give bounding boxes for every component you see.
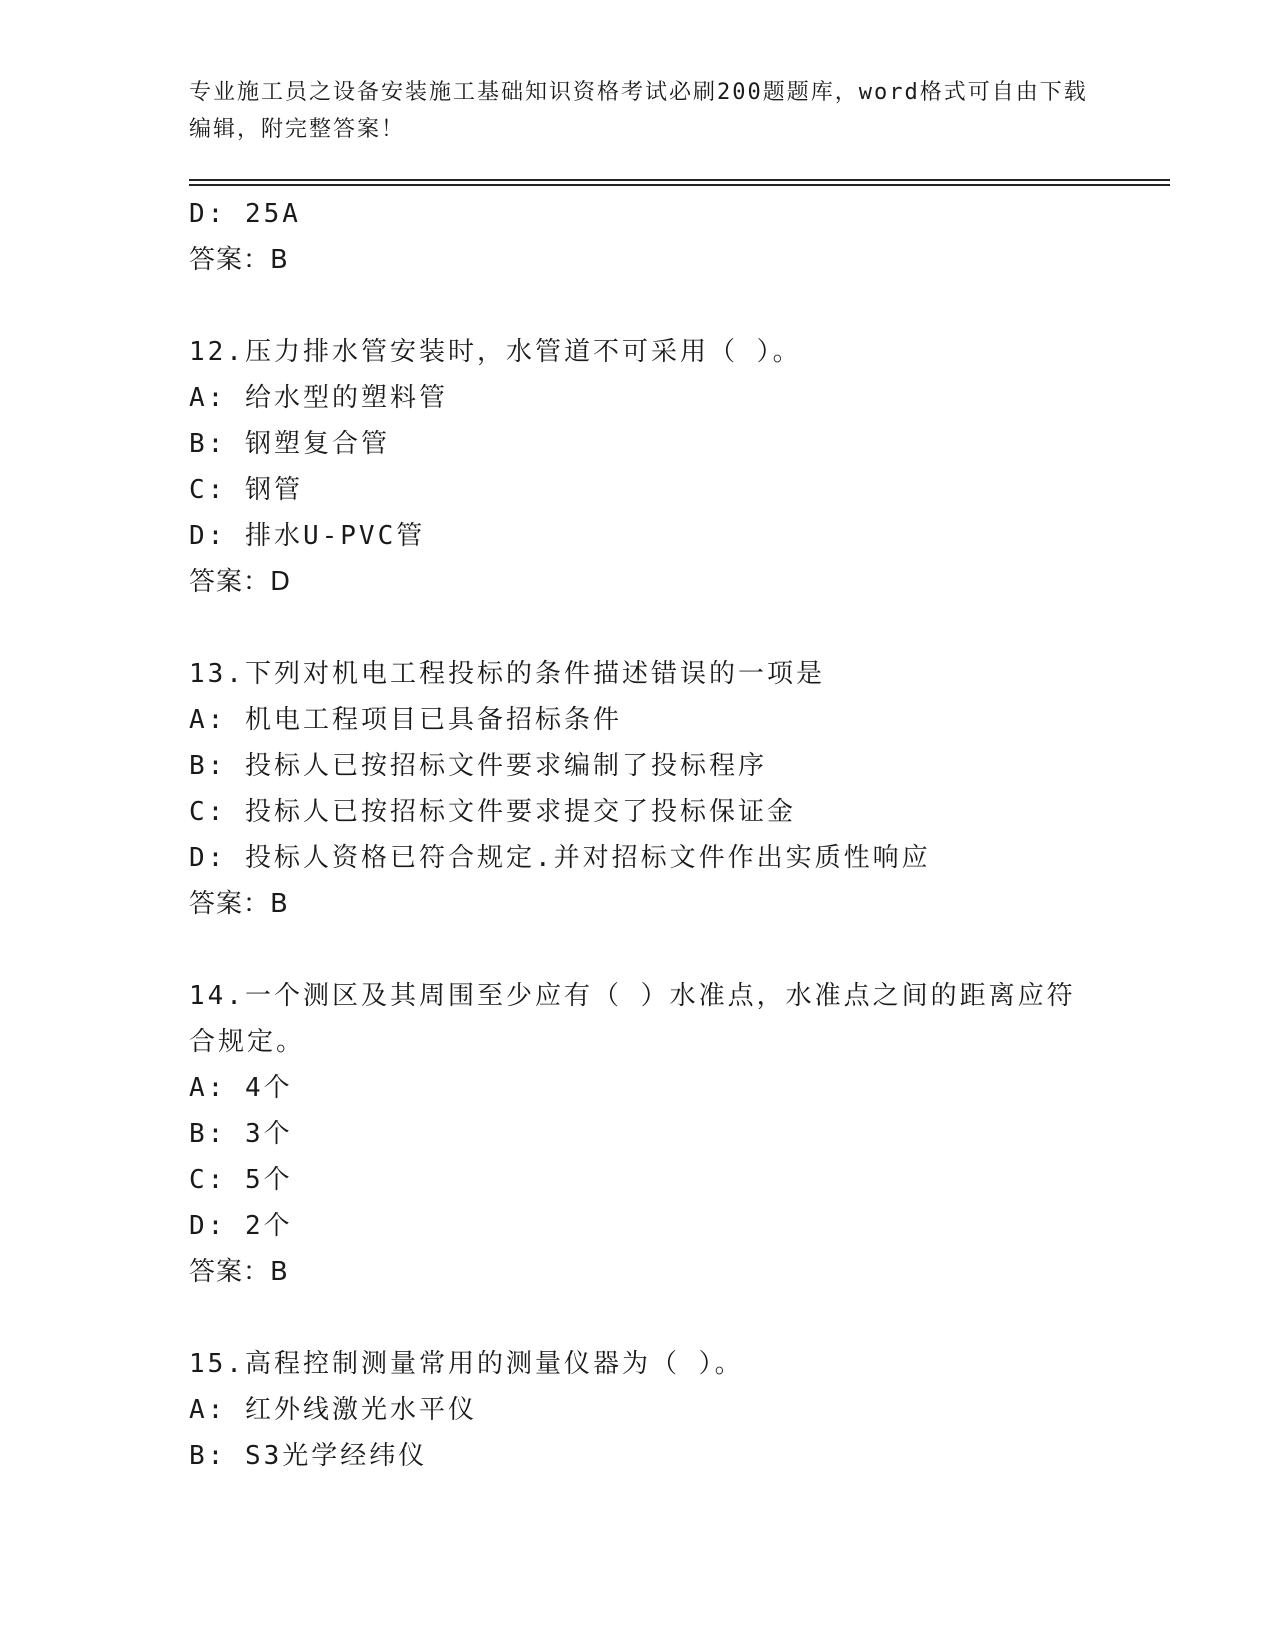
header-title: 专业施工员之设备安装施工基础知识资格考试必刷200题题库，word格式可自由下载编辑，附完整答案！ xyxy=(189,80,1088,142)
option-a: A: 机电工程项目已具备招标条件 xyxy=(189,705,622,735)
option-d: D: 投标人资格已符合规定.并对招标文件作出实质性响应 xyxy=(189,843,931,873)
header-divider-bottom xyxy=(189,184,1170,186)
option-d: D: 排水U-PVC管 xyxy=(189,521,426,551)
question-14 xyxy=(189,973,1089,1295)
question-stem: 15.高程控制测量常用的测量仪器为（ ）。 xyxy=(189,1349,744,1379)
document-header xyxy=(189,74,1089,148)
option-b: B: 3个 xyxy=(189,1119,293,1149)
question-stem: 13.下列对机电工程投标的条件描述错误的一项是 xyxy=(189,659,825,689)
question-13 xyxy=(189,651,1089,927)
header-divider-top xyxy=(189,179,1170,181)
option-a: A: 红外线激光水平仪 xyxy=(189,1395,477,1425)
option-b: B: S3光学经纬仪 xyxy=(189,1441,428,1471)
answer-line: 答案：B xyxy=(189,889,289,919)
question-list xyxy=(189,191,1089,1479)
question-12 xyxy=(189,329,1089,605)
previous-question-tail xyxy=(189,191,1089,283)
question-15 xyxy=(189,1341,1089,1479)
answer-line: 答案：B xyxy=(189,1257,289,1287)
question-stem: 12.压力排水管安装时，水管道不可采用（ ）。 xyxy=(189,337,802,367)
option-c: C: 投标人已按招标文件要求提交了投标保证金 xyxy=(189,797,796,827)
option-b: B: 钢塑复合管 xyxy=(189,429,390,459)
answer-line: 答案：B xyxy=(189,245,289,275)
option-c: C: 5个 xyxy=(189,1165,293,1195)
option-b: B: 投标人已按招标文件要求编制了投标程序 xyxy=(189,751,767,781)
option-d: D: 25A xyxy=(189,199,301,229)
option-c: C: 钢管 xyxy=(189,475,303,505)
question-stem: 14.一个测区及其周围至少应有（ ）水准点，水准点之间的距离应符合规定。 xyxy=(189,981,1076,1057)
option-d: D: 2个 xyxy=(189,1211,293,1241)
option-a: A: 给水型的塑料管 xyxy=(189,383,448,413)
answer-line: 答案：D xyxy=(189,567,292,597)
option-a: A: 4个 xyxy=(189,1073,293,1103)
